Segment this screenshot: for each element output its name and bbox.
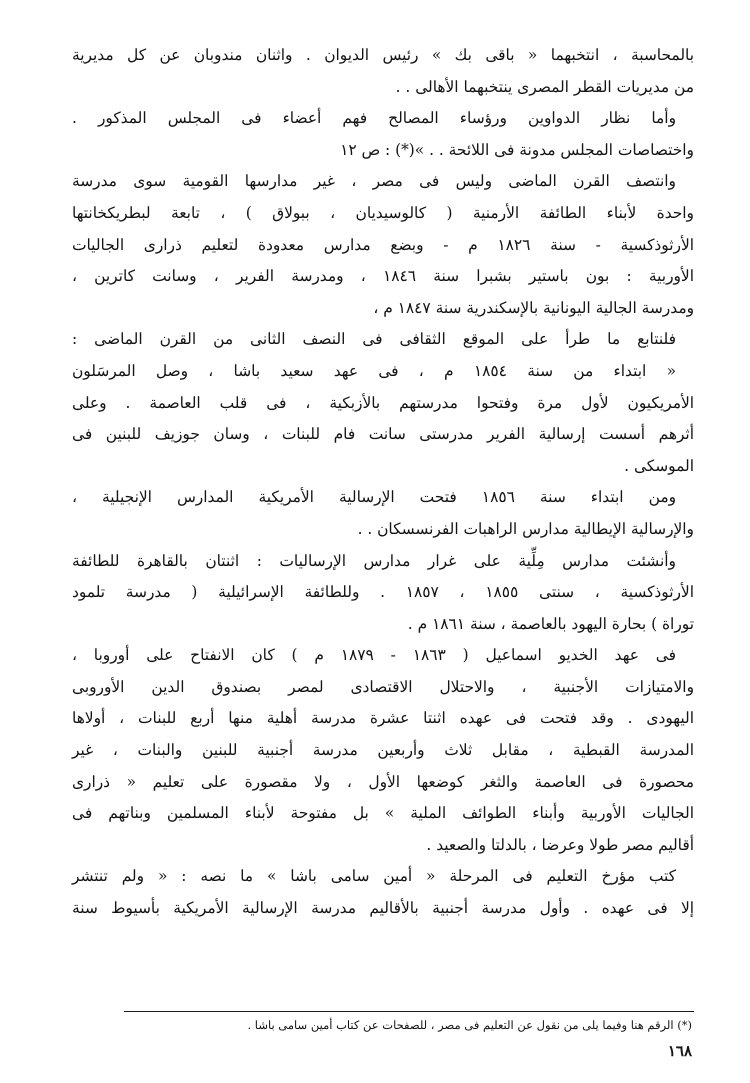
text-line: والإرسالية الإيطالية مدارس الراهبات الفرنسسكان . . xyxy=(357,519,694,538)
text-line: أثرهم أسست إرسالية الفرير مدرستى سانت فام للبنات ، وسان جوزيف للبنين فى xyxy=(72,425,694,444)
text-line: الأرثوذكسية - سنة ١٨٢٦ م - وبضع مدارس معدودة لتعليم ذرارى الجاليات xyxy=(72,235,695,254)
text-line: الأرثوذكسية ، سنتى ١٨٥٥ ، ١٨٥٧ . وللطائفة الإسرائيلية ( مدرسة تلمود xyxy=(72,583,694,602)
text-line: الأوربية : بون باستير بشبرا سنة ١٨٤٦ ، ومدرسة الفرير ، وسانت كاترين ، xyxy=(72,267,694,286)
text-line: والامتيازات الأجنبية ، والاحتلال الاقتصادى لمصر بصندوق الدين الأوروبى xyxy=(72,677,694,696)
text-line: اليهودى . وقد فتحت فى عهده اثنتا عشرة مدرسة أهلية منها أربع للبنات ، أولاها xyxy=(72,709,694,728)
footnote-divider xyxy=(124,1011,694,1012)
text-line: توراة ) بحارة اليهود بالعاصمة ، سنة ١٨٦١ م . xyxy=(407,614,694,633)
text-line: فى عهد الخديو اسماعيل ( ١٨٦٣ - ١٨٧٩ م ) كان الانفتاح على أوروبا ، xyxy=(72,646,676,665)
text-line: من مديريات القطر المصرى ينتخبهما الأهالى . . xyxy=(395,77,694,96)
text-line: الأمريكيون لأول مرة وفتحوا مدرستهم بالأزبكية ، فى قلب العاصمة . وعلى xyxy=(72,393,694,412)
text-line: وأنشئت مدارس مِلِّية على غرار مدارس الإرساليات : اثنتان بالقاهرة للطائفة xyxy=(72,551,676,570)
text-line: ومن ابتداء سنة ١٨٥٦ فتحت الإرسالية الأمريكية المدارس الإنجيلية ، xyxy=(72,488,677,507)
text-line: المدرسة القبطية ، مقابل ثلاث وأربعين مدرسة أجنبية للبنين والبنات ، غير xyxy=(72,741,694,760)
page-body xyxy=(72,40,694,925)
text-line: محصورة فى العاصمة والثغر كوضعها الأول ، ولا مقصورة على تعليم « ذرارى xyxy=(72,772,694,791)
page-number: ١٦٨ xyxy=(667,1042,692,1060)
text-line: الموسكى . xyxy=(624,456,694,475)
text-line: وانتصف القرن الماضى وليس فى مصر ، غير مدارسها القومية سوى مدرسة xyxy=(72,172,676,191)
text-line: وأما نظار الدواوين ورؤساء المصالح فهم أعضاء فى المجلس المذكور . xyxy=(72,109,676,128)
footnote: (*) الرقم هنا وفيما يلى من نقول عن التعليم فى مصر ، للصفحات عن كتاب أمين سامى باشا . xyxy=(247,1018,692,1032)
text-line: فلنتابع ما طرأ على الموقع الثقافى فى النصف الثانى من القرن الماضى : xyxy=(72,330,676,349)
text-line: أقاليم مصر طولا وعرضا ، بالدلتا والصعيد . xyxy=(426,835,694,854)
text-line: إلا فى عهده . وأول مدرسة أجنبية بالأقاليم مدرسة الإرسالية الأمريكية بأسيوط سنة xyxy=(72,899,694,918)
text-line: واختصاصات المجلس مدونة فى اللائحة . . »(*) : ص ١٢ xyxy=(340,140,694,159)
text-line: كتب مؤرخ التعليم فى المرحلة « أمين سامى باشا » ما نصه : « ولم تنتشر xyxy=(72,867,676,886)
text-line: « ابتداء من سنة ١٨٥٤ م ، فى عهد سعيد باشا ، وصل المرسَلون xyxy=(72,361,676,380)
text-line: الجاليات الأوربية وأبناء الطوائف الملية » بل مفتوحة لأبناء المسلمين وبناتهم فى xyxy=(72,804,694,823)
text-line: بالمحاسبة ، انتخبهما « باقى بك » رئيس الديوان . واثنان مندوبان عن كل مديرية xyxy=(72,46,694,64)
text-line: واحدة لأبناء الطائفة الأرمنية ( كالوسيديان ، ببولاق ) ، تابعة لبطريكخانتها xyxy=(72,203,694,222)
text-line: ومدرسة الجالية اليونانية بالإسكندرية سنة ١٨٤٧ م ، xyxy=(373,298,694,317)
